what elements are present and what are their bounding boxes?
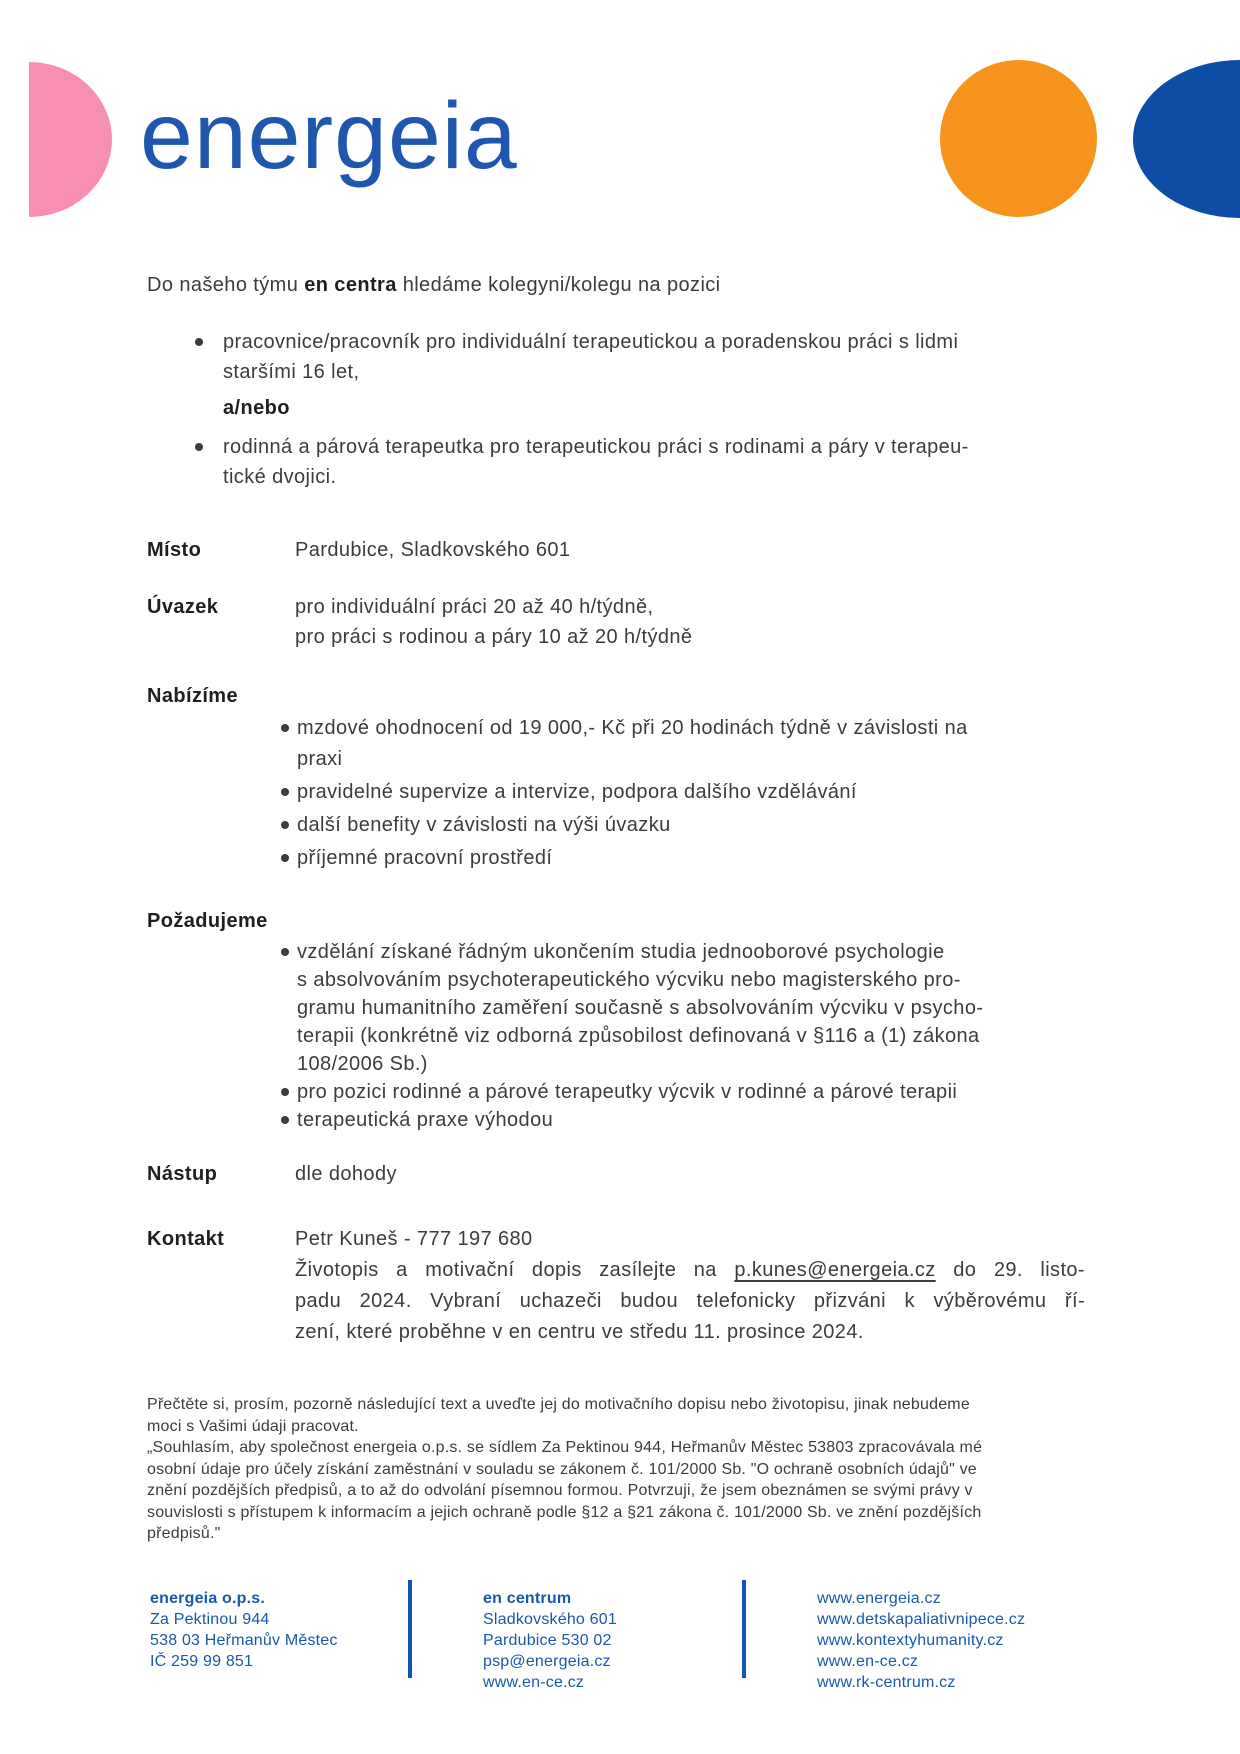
contact-person-phone: Petr Kuneš - 777 197 680 [295,1228,533,1250]
list-item: rodinná a párová terapeutka pro terapeutickou práci s rodinami a páry v terapeu- tické dvojici. [223,432,1107,492]
footer-divider [408,1580,412,1678]
field-value: dle dohody [295,1163,397,1185]
field-row-uvazek [147,592,1107,652]
field-label: Úvazek [147,596,219,618]
footer-org-address [150,1588,338,1672]
field-row-misto [147,535,1107,565]
logo-pink-semicircle-shape [29,62,112,217]
positions-list [147,432,1107,492]
requirements-list [147,938,1107,1134]
footer-websites [817,1588,1025,1693]
gdpr-intro-paragraph: Přečtěte si, prosím, pozorně následující text a uveďte jej do motivačního dopisu nebo životopisu, jinak nebudeme moci s Vašimi údaji pracovat. [147,1396,970,1435]
apply-text-post: do 29. listo- [953,1259,1085,1281]
footer-divider [742,1580,746,1678]
list-item: mzdové ohodnocení od 19 000,- Kč při 20 hodinách týdně v závislosti na praxi [297,713,1107,775]
job-posting-body [147,272,1107,1545]
footer-center-address [483,1588,617,1693]
list-item: pravidelné supervize a intervize, podpora dalšího vzdělávání [297,777,1107,808]
positions-connector: a/nebo [223,397,290,419]
apply-text-pre: Životopis a motivační dopis zasílejte na [295,1259,717,1281]
list-item: pro pozici rodinné a párové terapeutky výcvik v rodinné a párové terapii [297,1078,1107,1106]
footer-address-lines: Za Pektinou 944 538 03 Heřmanův Městec IČ 259 99 851 [150,1611,338,1670]
intro-text-pre: Do našeho týmu [147,274,305,296]
field-label: Nástup [147,1163,218,1185]
contact-apply-line: zení, které proběhne v en centru ve středu 11. prosince 2024. [295,1321,864,1343]
intro-line [147,272,1107,298]
contact-apply-line: padu 2024. Vybraní uchazeči budou telefonicky přizváni k výběrovému ří- [295,1290,1085,1312]
footer-website-lines: www.energeia.cz www.detskapaliativnipece.cz www.kontextyhumanity.cz www.en-ce.cz www.rk-centrum.cz [817,1590,1026,1691]
intro-text-post: hledáme kolegyni/kolegu na pozici [396,274,721,296]
list-item: další benefity v závislosti na výši úvazku [297,810,1107,841]
section-heading-nabizime: Nabízíme [147,685,239,707]
section-heading-pozadujeme: Požadujeme [147,910,268,932]
list-item: pracovnice/pracovník pro individuální terapeutickou a poradenskou práci s lidmi staršími 16 let, [223,327,1107,387]
field-value: Pardubice, Sladkovského 601 [295,539,571,561]
contact-details [295,1224,1085,1348]
field-value: pro individuální práci 20 až 40 h/týdně, pro práci s rodinou a páry 10 až 20 h/týdně [295,596,693,648]
email-link[interactable]: p.kunes@energeia.cz [734,1259,936,1281]
footer-center-name: en centrum [483,1590,572,1607]
list-item: terapeutická praxe výhodou [297,1106,1107,1134]
footer-org-name: energeia o.p.s. [150,1590,266,1607]
logo-wordmark: energeia [140,83,518,189]
field-row-kontakt [147,1224,1107,1348]
logo-blue-semicircle-shape [1133,60,1240,218]
offer-list [147,713,1107,874]
gdpr-consent-paragraph: „Souhlasím, aby společnost energeia o.p.s. se sídlem Za Pektinou 944, Heřmanův Městec 53803 zpracovávala mé osobní údaje pro účely získání zaměstnání v souladu se zákonem č. 101/2000 Sb. "O ochraně osobních údajů" ve znění pozdějších předpisů, a to až do odvolání písemnou formou. Potvrzuji, že jsem obeznámen se svými právy v souvislosti s přístupem k informacím a jejich ochraně podle §12 a §21 zákona č. 101/2000 Sb. ve znění pozdějších předpisů." [147,1439,983,1542]
logo-orange-circle-shape [940,60,1097,217]
field-label: Místo [147,539,202,561]
list-item: vzdělání získané řádným ukončením studia jednooborové psychologie s absolvováním psychoterapeutického výcviku nebo magisterského pro- gramu humanitního zaměření současně s absolvováním výcviku v psycho- terapii (konkrétně viz odborná způsobilost definovaná v §116 a (1) zákona 108/2006 Sb.) [297,938,1107,1078]
field-row-nastup [147,1159,1107,1189]
footer-address-lines: Sladkovského 601 Pardubice 530 02 psp@energeia.cz www.en-ce.cz [483,1611,617,1691]
positions-list [147,327,1107,387]
intro-highlight: en centra [304,274,397,296]
field-label: Kontakt [147,1228,225,1250]
list-item: příjemné pracovní prostředí [297,843,1107,874]
gdpr-consent-note [147,1394,1107,1545]
contact-apply-line [295,1255,1085,1286]
